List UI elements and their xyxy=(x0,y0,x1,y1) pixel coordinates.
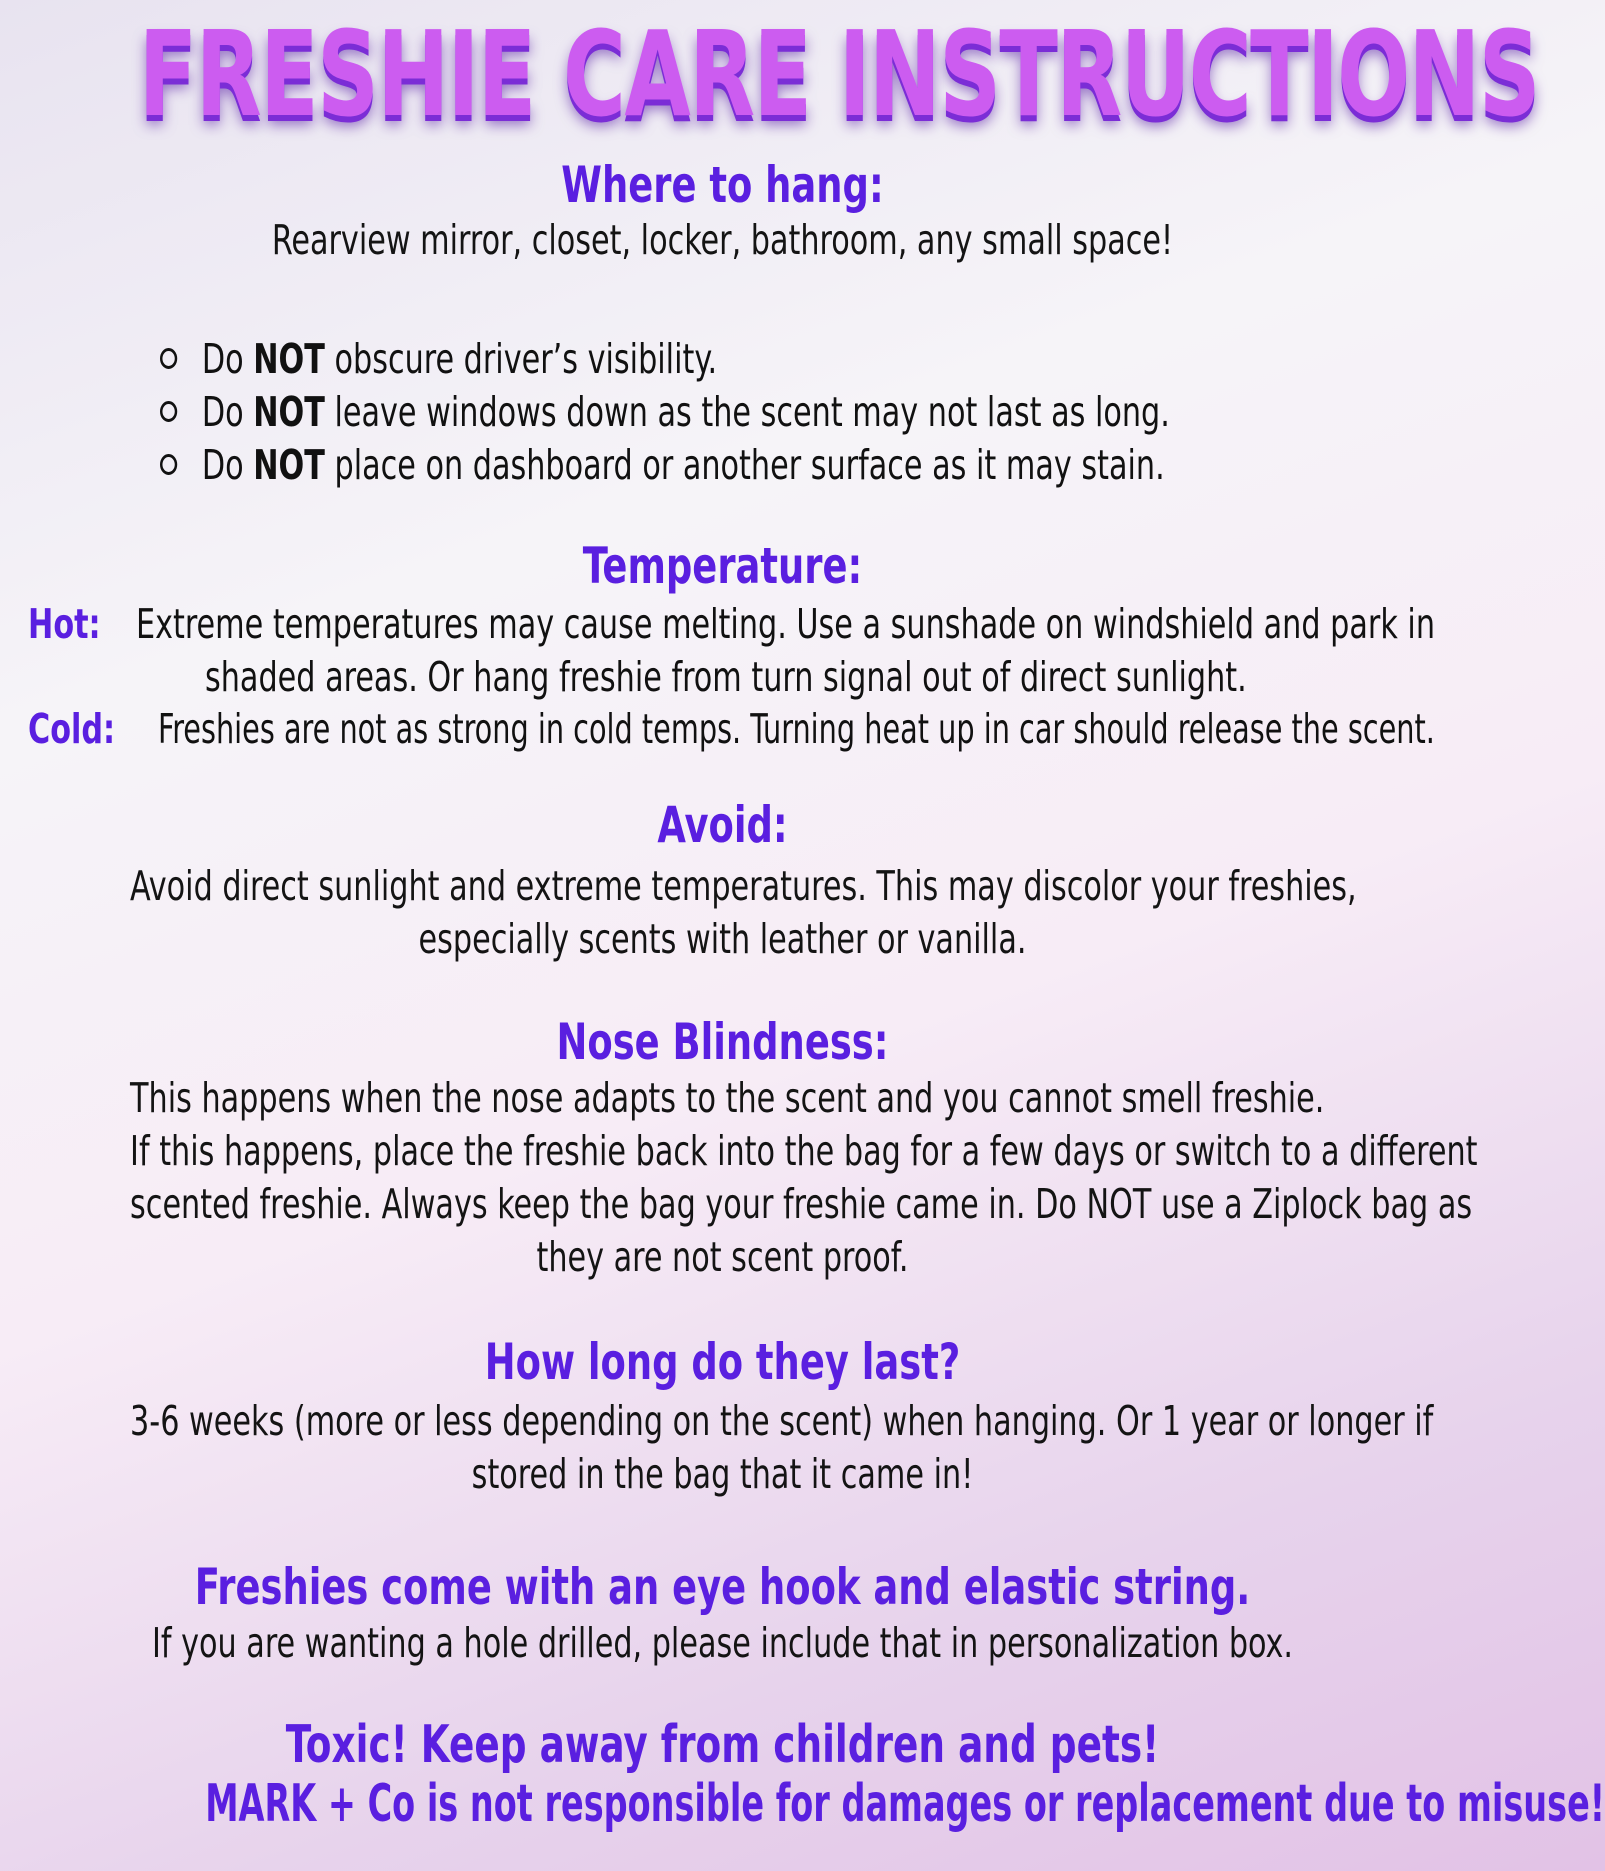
avoid-heading: Avoid: xyxy=(657,796,788,854)
avoid-line-1: Avoid direct sunlight and extreme temperatures. This may discolor your freshies, xyxy=(130,862,1357,910)
hook-text: If you are wanting a hole drilled, please include that in personalization box. xyxy=(151,1619,1294,1667)
hot-text-line-2: shaded areas. Or hang freshie from turn signal out of direct sunlight. xyxy=(205,653,1247,701)
where-heading: Where to hang: xyxy=(561,156,884,214)
where-bullet-1: Do NOT obscure driver’s visibility. xyxy=(160,333,1144,386)
hot-label: Hot: xyxy=(28,600,101,648)
cold-text: Freshies are not as strong in cold temps. Turning heat up in car should release the scent. xyxy=(158,705,1435,753)
last-line-1: 3-6 weeks (more or less depending on the scent) when hanging. Or 1 year or longer if xyxy=(130,1397,1434,1445)
warning-line-2: MARK + Co is not responsible for damages or replacement due to misuse! xyxy=(205,1774,1605,1834)
nose-line-2: If this happens, place the freshie back into the bag for a few days or switch to a different xyxy=(130,1127,1478,1175)
circle-bullet-icon xyxy=(160,348,177,369)
nose-line-1: This happens when the nose adapts to the scent and you cannot smell freshie. xyxy=(130,1074,1325,1122)
warning-line-1: Toxic! Keep away from children and pets! xyxy=(285,1715,1160,1775)
cold-label: Cold: xyxy=(28,705,116,753)
last-heading: How long do they last? xyxy=(484,1333,961,1391)
avoid-line-2: especially scents with leather or vanilla. xyxy=(418,915,1027,963)
circle-bullet-icon xyxy=(160,454,177,475)
where-text: Rearview mirror, closet, locker, bathroom, any small space! xyxy=(271,216,1174,264)
where-bullet-2: Do NOT leave windows down as the scent may not last as long. xyxy=(160,386,1144,439)
where-bullet-3: Do NOT place on dashboard or another surface as it may stain. xyxy=(160,439,1144,492)
where-bullet-list xyxy=(160,333,1360,492)
hot-text-line-1: Extreme temperatures may cause melting. Use a sunshade on windshield and park in xyxy=(136,600,1436,648)
last-line-2: stored in the bag that it came in! xyxy=(471,1450,974,1498)
page-title: FRESHIE CARE INSTRUCTIONS xyxy=(138,5,1539,143)
nose-line-3: scented freshie. Always keep the bag your freshie came in. Do NOT use a Ziplock bag as xyxy=(130,1180,1473,1228)
temperature-heading: Temperature: xyxy=(582,537,863,595)
hook-heading: Freshies come with an eye hook and elastic string. xyxy=(194,1558,1251,1616)
circle-bullet-icon xyxy=(160,401,177,422)
nose-heading: Nose Blindness: xyxy=(556,1013,889,1071)
nose-line-4: they are not scent proof. xyxy=(536,1233,909,1281)
